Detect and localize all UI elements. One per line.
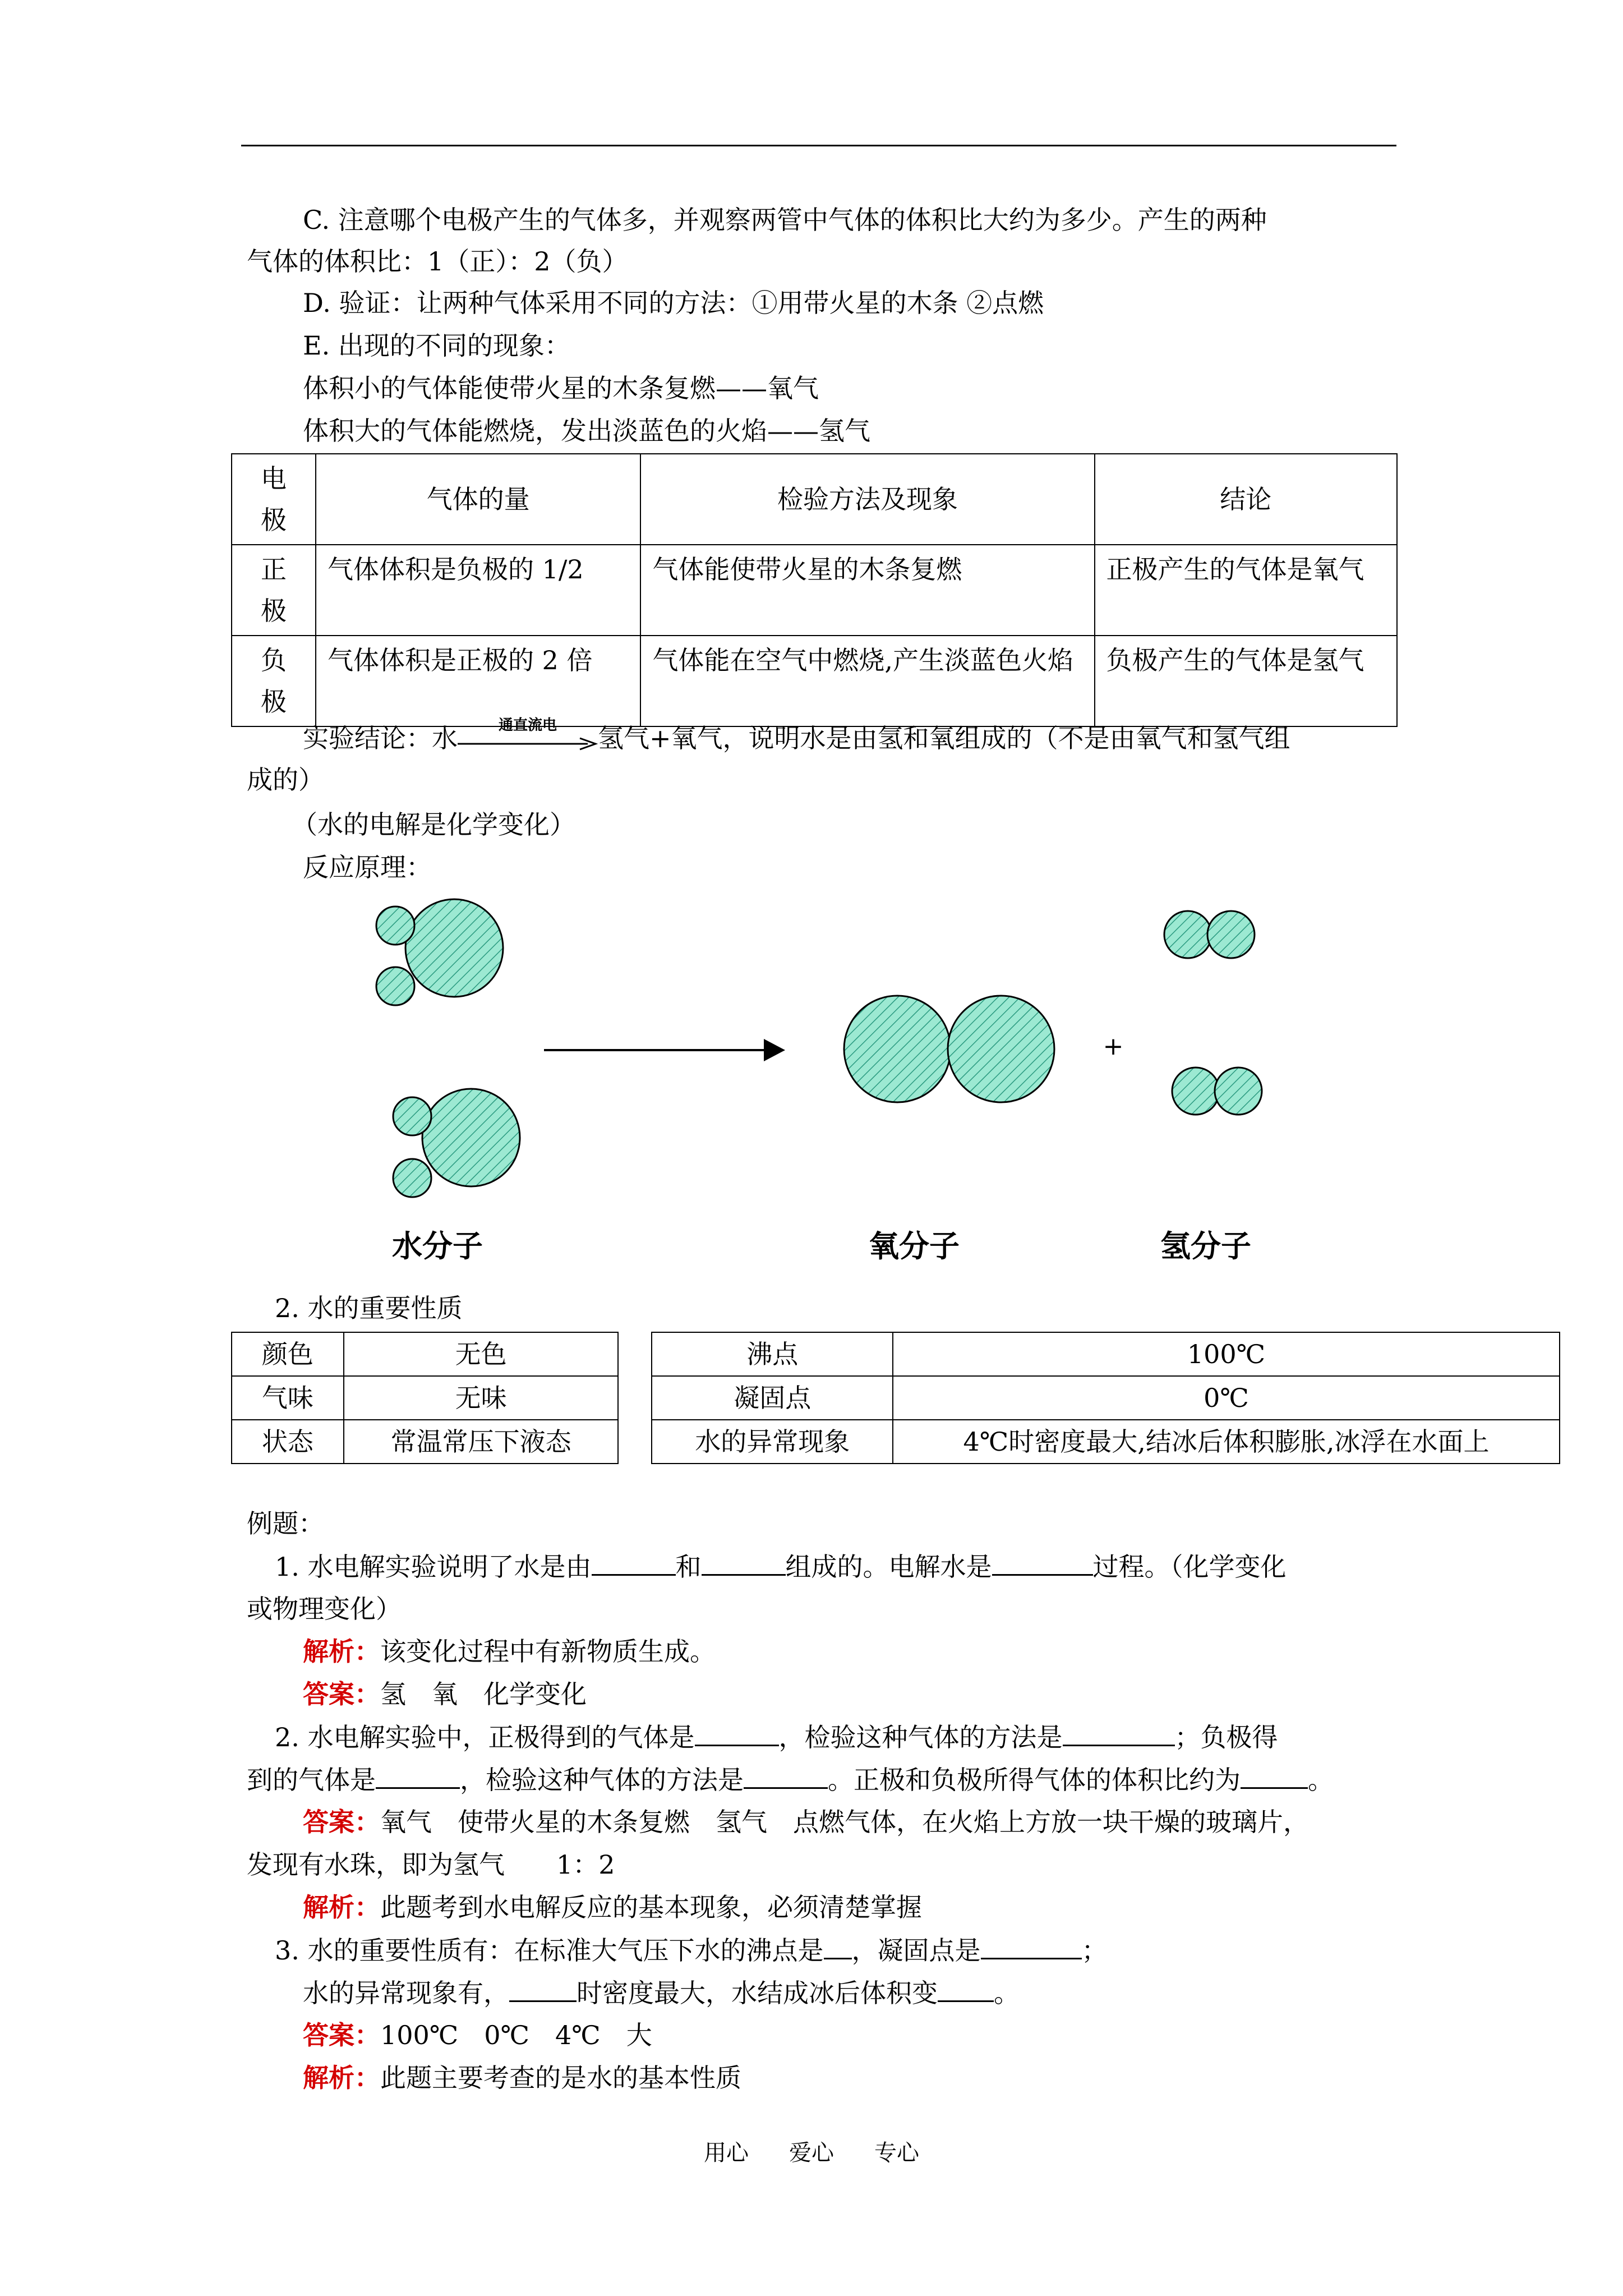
answer-blank	[938, 1976, 994, 2002]
question-text: 。	[1308, 1765, 1334, 1795]
q2-answer-line2: 发现有水珠，即为氢气 1：2	[247, 1849, 615, 1880]
analysis-label: 解析：	[303, 1892, 380, 1922]
table-cell: 正极产生的气体是氧气	[1095, 545, 1397, 636]
table-cell: 无色	[344, 1332, 619, 1376]
text-d: D. 验证：让两种气体采用不同的方法：①用带火星的木条 ②点燃	[303, 288, 1044, 318]
water-molecule-label: 水分子	[392, 1228, 483, 1264]
answer-label: 答案：	[303, 1807, 380, 1837]
question-text: 。	[994, 1978, 1020, 2008]
q3-analysis	[303, 2061, 741, 2095]
answer-blank	[592, 1549, 676, 1576]
conclusion-note: （水的电解是化学变化）	[292, 809, 575, 840]
analysis-label: 解析：	[303, 2063, 380, 2093]
question-text: 2. 水电解实验中，正极得到的气体是	[275, 1722, 695, 1752]
hydrogen-atom	[393, 1159, 431, 1197]
table-cell: 凝固点	[652, 1376, 893, 1420]
oxygen-atom	[844, 996, 951, 1102]
conclusion-line2: 成的）	[247, 765, 324, 795]
table-cell: 负极产生的气体是氢气	[1095, 636, 1397, 726]
question-text: 1. 水电解实验说明了水是由	[275, 1552, 592, 1582]
question-1	[275, 1549, 1287, 1584]
analysis-text: 此题主要考查的是水的基本性质	[380, 2063, 741, 2093]
answer-text: 氧气 使带火星的木条复燃 氢气 点燃气体，在火焰上方放一块干燥的玻璃片，	[380, 1807, 1309, 1837]
answer-label: 答案：	[303, 1679, 380, 1709]
hydrogen-atom	[393, 1097, 431, 1135]
answer-blank	[992, 1549, 1093, 1576]
answer-blank	[824, 1933, 852, 1959]
question-1-line2: 或物理变化）	[247, 1594, 402, 1624]
table-cell: 4℃时密度最大,结冰后体积膨胀,冰浮在水面上	[893, 1420, 1560, 1464]
header-cell: 结论	[1095, 454, 1397, 545]
header-rule	[241, 145, 1396, 146]
table-cell: 气体能在空气中燃烧,产生淡蓝色火焰	[640, 636, 1094, 726]
answer-text: 100℃ 0℃ 4℃ 大	[380, 2020, 652, 2050]
text-e2: 体积大的气体能燃烧，发出淡蓝色的火焰——氢气	[303, 416, 870, 446]
answer-blank	[695, 1720, 779, 1746]
answer-blank	[1241, 1763, 1308, 1789]
answer-text: 氢 氧 化学变化	[380, 1679, 587, 1709]
analysis-label: 解析：	[303, 1636, 380, 1667]
question-text: 和	[675, 1552, 702, 1582]
arrow-label: 通直流电	[498, 717, 557, 734]
question-text: ，检验这种气体的方法是	[460, 1765, 744, 1795]
properties-table	[231, 1332, 1560, 1464]
page-footer	[0, 2135, 1623, 2167]
table-cell: 气体体积是正极的 2 倍	[316, 636, 640, 726]
hydrogen-atom	[1172, 1068, 1219, 1115]
table-row	[232, 1332, 1560, 1376]
hydrogen-atom	[1215, 1068, 1262, 1115]
conclusion-suffix: 氢气+氧气，说明水是由氢和氧组成的（不是由氧气和氢气组	[598, 723, 1290, 753]
question-text: 时密度最大，水结成冰后体积变	[577, 1978, 938, 2008]
answer-label: 答案：	[303, 2020, 380, 2050]
answer-blank	[509, 1976, 577, 2002]
hydrogen-atom	[1207, 911, 1255, 958]
header-cell: 检验方法及现象	[640, 454, 1094, 545]
reaction-arrow-icon	[544, 1039, 785, 1061]
oxygen-molecule-label: 氧分子	[869, 1228, 960, 1264]
table-header-row	[232, 454, 1397, 545]
text-c1: C. 注意哪个电极产生的气体多，并观察两管中气体的体积比大约为多少。产生的两种	[303, 205, 1267, 235]
table-row	[232, 545, 1397, 636]
table-gap	[618, 1332, 652, 1464]
question-2	[275, 1720, 1278, 1754]
hydrogen-molecule-label: 氢分子	[1160, 1228, 1251, 1264]
principle-label: 反应原理：	[303, 852, 432, 882]
table-row	[232, 636, 1397, 726]
question-text: 。正极和负极所得气体的体积比约为	[828, 1765, 1241, 1795]
question-text: 组成的。电解水是	[785, 1552, 992, 1582]
text-e: E. 出现的不同的现象：	[303, 330, 570, 361]
reaction-diagram	[336, 881, 1346, 1285]
table-cell: 气体体积是负极的 1/2	[316, 545, 640, 636]
hydrogen-atom	[1164, 911, 1211, 958]
hydrogen-atom	[376, 907, 414, 945]
table-cell: 负极	[232, 636, 316, 726]
question-text: ，检验这种气体的方法是	[778, 1722, 1063, 1752]
oxygen-atom	[405, 899, 503, 997]
question-text: 水的异常现象有，	[303, 1978, 509, 2008]
table-row	[232, 1376, 1560, 1420]
q1-answer	[303, 1677, 587, 1711]
table-cell: 常温常压下液态	[344, 1420, 619, 1464]
conclusion-line	[303, 717, 1290, 755]
question-text: ；负极得	[1174, 1722, 1278, 1752]
table-row	[232, 1420, 1560, 1464]
analysis-text: 该变化过程中有新物质生成。	[380, 1636, 716, 1667]
table-cell: 水的异常现象	[652, 1420, 893, 1464]
oxygen-atom	[948, 996, 1054, 1102]
question-text: ，凝固点是	[851, 1935, 981, 1966]
table-cell: 正极	[232, 545, 316, 636]
table-cell: 气体能使带火星的木条复燃	[640, 545, 1094, 636]
answer-blank	[702, 1549, 786, 1576]
table-cell: 无味	[344, 1376, 619, 1420]
q2-answer	[303, 1805, 1309, 1839]
answer-blank	[981, 1933, 1082, 1959]
footer-text: 爱心	[789, 2140, 834, 2166]
table-cell: 100℃	[893, 1332, 1560, 1376]
oxygen-atom	[422, 1089, 520, 1186]
plus-sign: +	[1103, 1032, 1124, 1061]
q3-answer	[303, 2018, 652, 2052]
answer-blank	[1063, 1720, 1175, 1746]
footer-text: 专心	[874, 2140, 919, 2166]
section2-title: 2. 水的重要性质	[275, 1293, 463, 1323]
q2-analysis	[303, 1890, 922, 1924]
answer-blank	[376, 1763, 460, 1789]
text-c2: 气体的体积比：1（正）：2（负）	[247, 246, 628, 277]
hydrogen-atom	[376, 967, 414, 1005]
q1-analysis	[303, 1635, 716, 1668]
analysis-text: 此题考到水电解反应的基本现象，必须清楚掌握	[380, 1892, 922, 1922]
header-cell: 电极	[232, 454, 316, 545]
arrow-icon	[458, 733, 598, 755]
question-text: 3. 水的重要性质有：在标准大气压下水的沸点是	[275, 1935, 824, 1966]
answer-blank	[744, 1763, 828, 1789]
header-cell: 气体的量	[316, 454, 640, 545]
table-cell: 气味	[232, 1376, 344, 1420]
table-cell: 状态	[232, 1420, 344, 1464]
question-3-line2	[303, 1976, 1020, 2010]
electrode-table	[231, 453, 1398, 727]
examples-title: 例题：	[247, 1508, 324, 1539]
table-cell: 0℃	[893, 1376, 1560, 1420]
question-text: 过程。（化学变化	[1092, 1552, 1287, 1582]
conclusion-prefix: 实验结论：水	[303, 723, 458, 753]
reaction-arrow	[458, 717, 598, 752]
table-cell: 沸点	[652, 1332, 893, 1376]
footer-text: 用心	[704, 2140, 749, 2166]
question-3	[275, 1933, 1108, 1967]
question-text: ；	[1081, 1935, 1108, 1966]
question-text: 到的气体是	[247, 1765, 376, 1795]
text-e1: 体积小的气体能使带火星的木条复燃——氧气	[303, 373, 819, 403]
table-cell: 颜色	[232, 1332, 344, 1376]
question-2-line2	[247, 1763, 1334, 1797]
